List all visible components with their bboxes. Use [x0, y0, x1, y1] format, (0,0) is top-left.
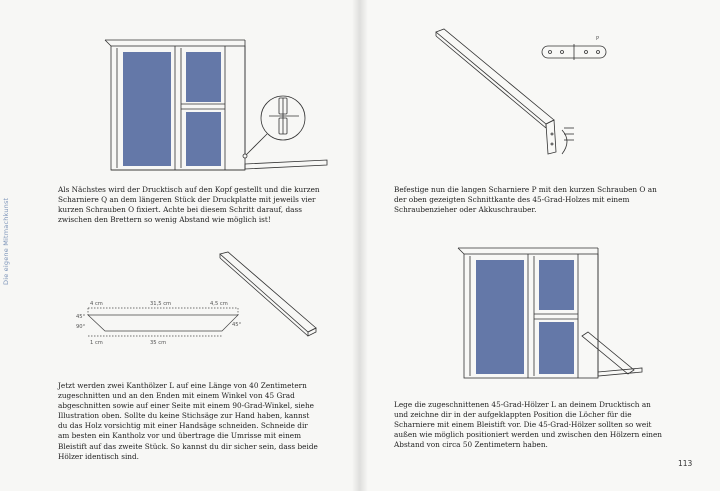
running-title: Die eigene Mitmachkunst — [2, 197, 10, 285]
dim-angle-45: 45° — [76, 314, 86, 320]
book-gutter — [352, 0, 368, 491]
dim-bottom-total: 35 cm — [150, 340, 167, 346]
dim-middle: 31,5 cm — [150, 301, 172, 307]
hinge-mount-illustration — [428, 26, 648, 166]
dim-bottom-left: 1 cm — [90, 340, 103, 346]
left-paragraph-2: Jetzt werden zwei Kanthölzer L auf eine Länge von 40 Zentimetern zugeschnitten und an den Enden mit einem Winkel von 45 Grad abgeschnitten sowie auf einer Seite mit einem 90-Grad-Winkel, siehe Illustration oben. Sollte du keine Stichsäge zur Hand haben, kannst du das Holz vorsichtig mit einer Handsäge schneiden. Schneide dir am besten ein Kantholz vor und übertrage die Umrisse mit einem Bleistift auf das zweite Stück. So kannst du dir sicher sein, dass beide Hölzer identisch sind. — [58, 381, 318, 461]
left-paragraph-1: Als Nächstes wird der Drucktisch auf den Kopf gestellt und die kurzen Scharniere Q an dem längeren Stück der Druckplatte mit jeweils vier kurzen Schrauben O fixiert. Achte bei diesem Schritt darauf, dass zwischen den Brettern so wenig Abstand wie möglich ist! — [58, 185, 320, 225]
dim-angle-right: 45° — [232, 322, 242, 328]
dim-left: 4 cm — [90, 301, 103, 307]
page-number: 113 — [678, 459, 693, 468]
right-paragraph-2: Lege die zugeschnittenen 45-Grad-Hölzer L an deinem Drucktisch an und zeichne dir in der aufgeklappten Position die Löcher für die Scharniere mit einem Bleistift vor. Die 45-Grad-Hölzer sollten so weit außen wie möglich positioniert werden und zwischen den Hölzern einen Abstand von circa 50 Zentimetern haben. — [394, 400, 663, 450]
dim-angle-90: 90° — [76, 324, 86, 330]
cabinet-prop-illustration — [448, 244, 668, 384]
wood-cut-dimension-drawing — [70, 248, 330, 348]
right-page — [360, 0, 720, 491]
hinge-label: P — [596, 36, 600, 42]
cabinet-hinge-illustration — [95, 34, 335, 179]
right-paragraph-1: Befestige nun die langen Scharniere P mit den kurzen Schrauben O an der oben gezeigten Schnittkante des 45-Grad-Holzes mit einem Schraubenzieher oder Akkuschrauber. — [394, 185, 657, 215]
dim-right: 4,5 cm — [210, 301, 228, 307]
